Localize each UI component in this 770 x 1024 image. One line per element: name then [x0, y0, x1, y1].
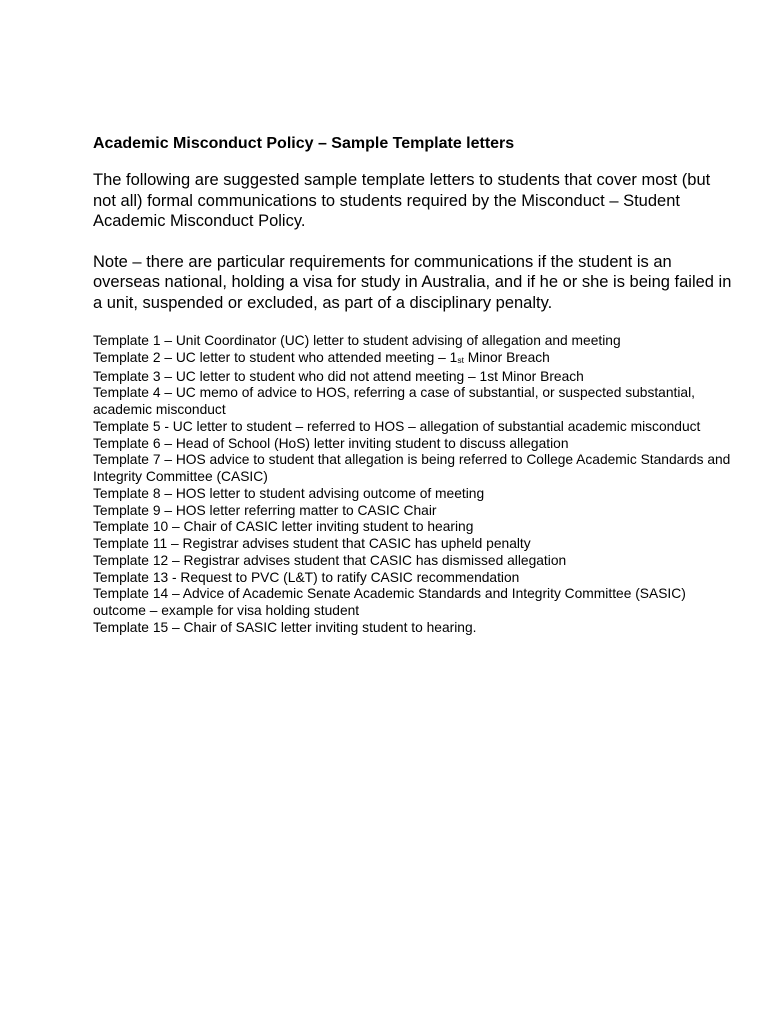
template-item-2-text: Template 2 – UC letter to student who attended meeting – 1: [93, 349, 458, 365]
template-item-5: Template 5 - UC letter to student – referred to HOS – allegation of substantial academic misconduct: [93, 418, 701, 434]
template-item-8: Template 8 – HOS letter to student advising outcome of meeting: [93, 485, 485, 501]
ordinal-suffix: st: [457, 354, 464, 365]
template-item-14: Template 14 – Advice of Academic Senate Academic Standards and Integrity Committee (SASIC) outcome – example for visa holding student: [93, 586, 686, 618]
document-title: Academic Misconduct Policy – Sample Template letters: [93, 135, 515, 152]
template-item-2-tail: Minor Breach: [463, 349, 550, 365]
template-item-3: Template 3 – UC letter to student who did not attend meeting – 1st Minor Breach: [93, 368, 584, 384]
template-list: [93, 333, 733, 637]
template-item-13: Template 13 - Request to PVC (L&T) to ratify CASIC recommendation: [93, 569, 520, 585]
template-item-2: [93, 350, 733, 369]
template-item-9: Template 9 – HOS letter referring matter to CASIC Chair: [93, 502, 437, 518]
note-paragraph: Note – there are particular requirements for communications if the student is an overseas national, holding a visa for study in Australia, and if he or she is being failed in a unit, suspended or excluded, as part of a disciplinary penalty.: [93, 252, 732, 312]
template-item-6: Template 6 – Head of School (HoS) letter inviting student to discuss allegation: [93, 435, 569, 451]
template-item-12: Template 12 – Registrar advises student that CASIC has dismissed allegation: [93, 552, 567, 568]
template-item-7: Template 7 – HOS advice to student that allegation is being referred to College Academic Standards and Integrity Committee (CASIC): [93, 452, 731, 484]
template-item-10: Template 10 – Chair of CASIC letter inviting student to hearing: [93, 519, 474, 535]
template-item-1: Template 1 – Unit Coordinator (UC) letter to student advising of allegation and meeting: [93, 333, 621, 348]
intro-paragraph: The following are suggested sample template letters to students that cover most (but not all) formal communications to students required by the Misconduct – Student Academic Misconduct Policy.: [93, 171, 711, 230]
template-item-4: Template 4 – UC memo of advice to HOS, referring a case of substantial, or suspected substantial, academic misconduct: [93, 385, 695, 417]
template-item-15: Template 15 – Chair of SASIC letter inviting student to hearing.: [93, 619, 477, 635]
document-page: [93, 133, 733, 637]
template-item-11: Template 11 – Registrar advises student that CASIC has upheld penalty: [93, 536, 531, 551]
